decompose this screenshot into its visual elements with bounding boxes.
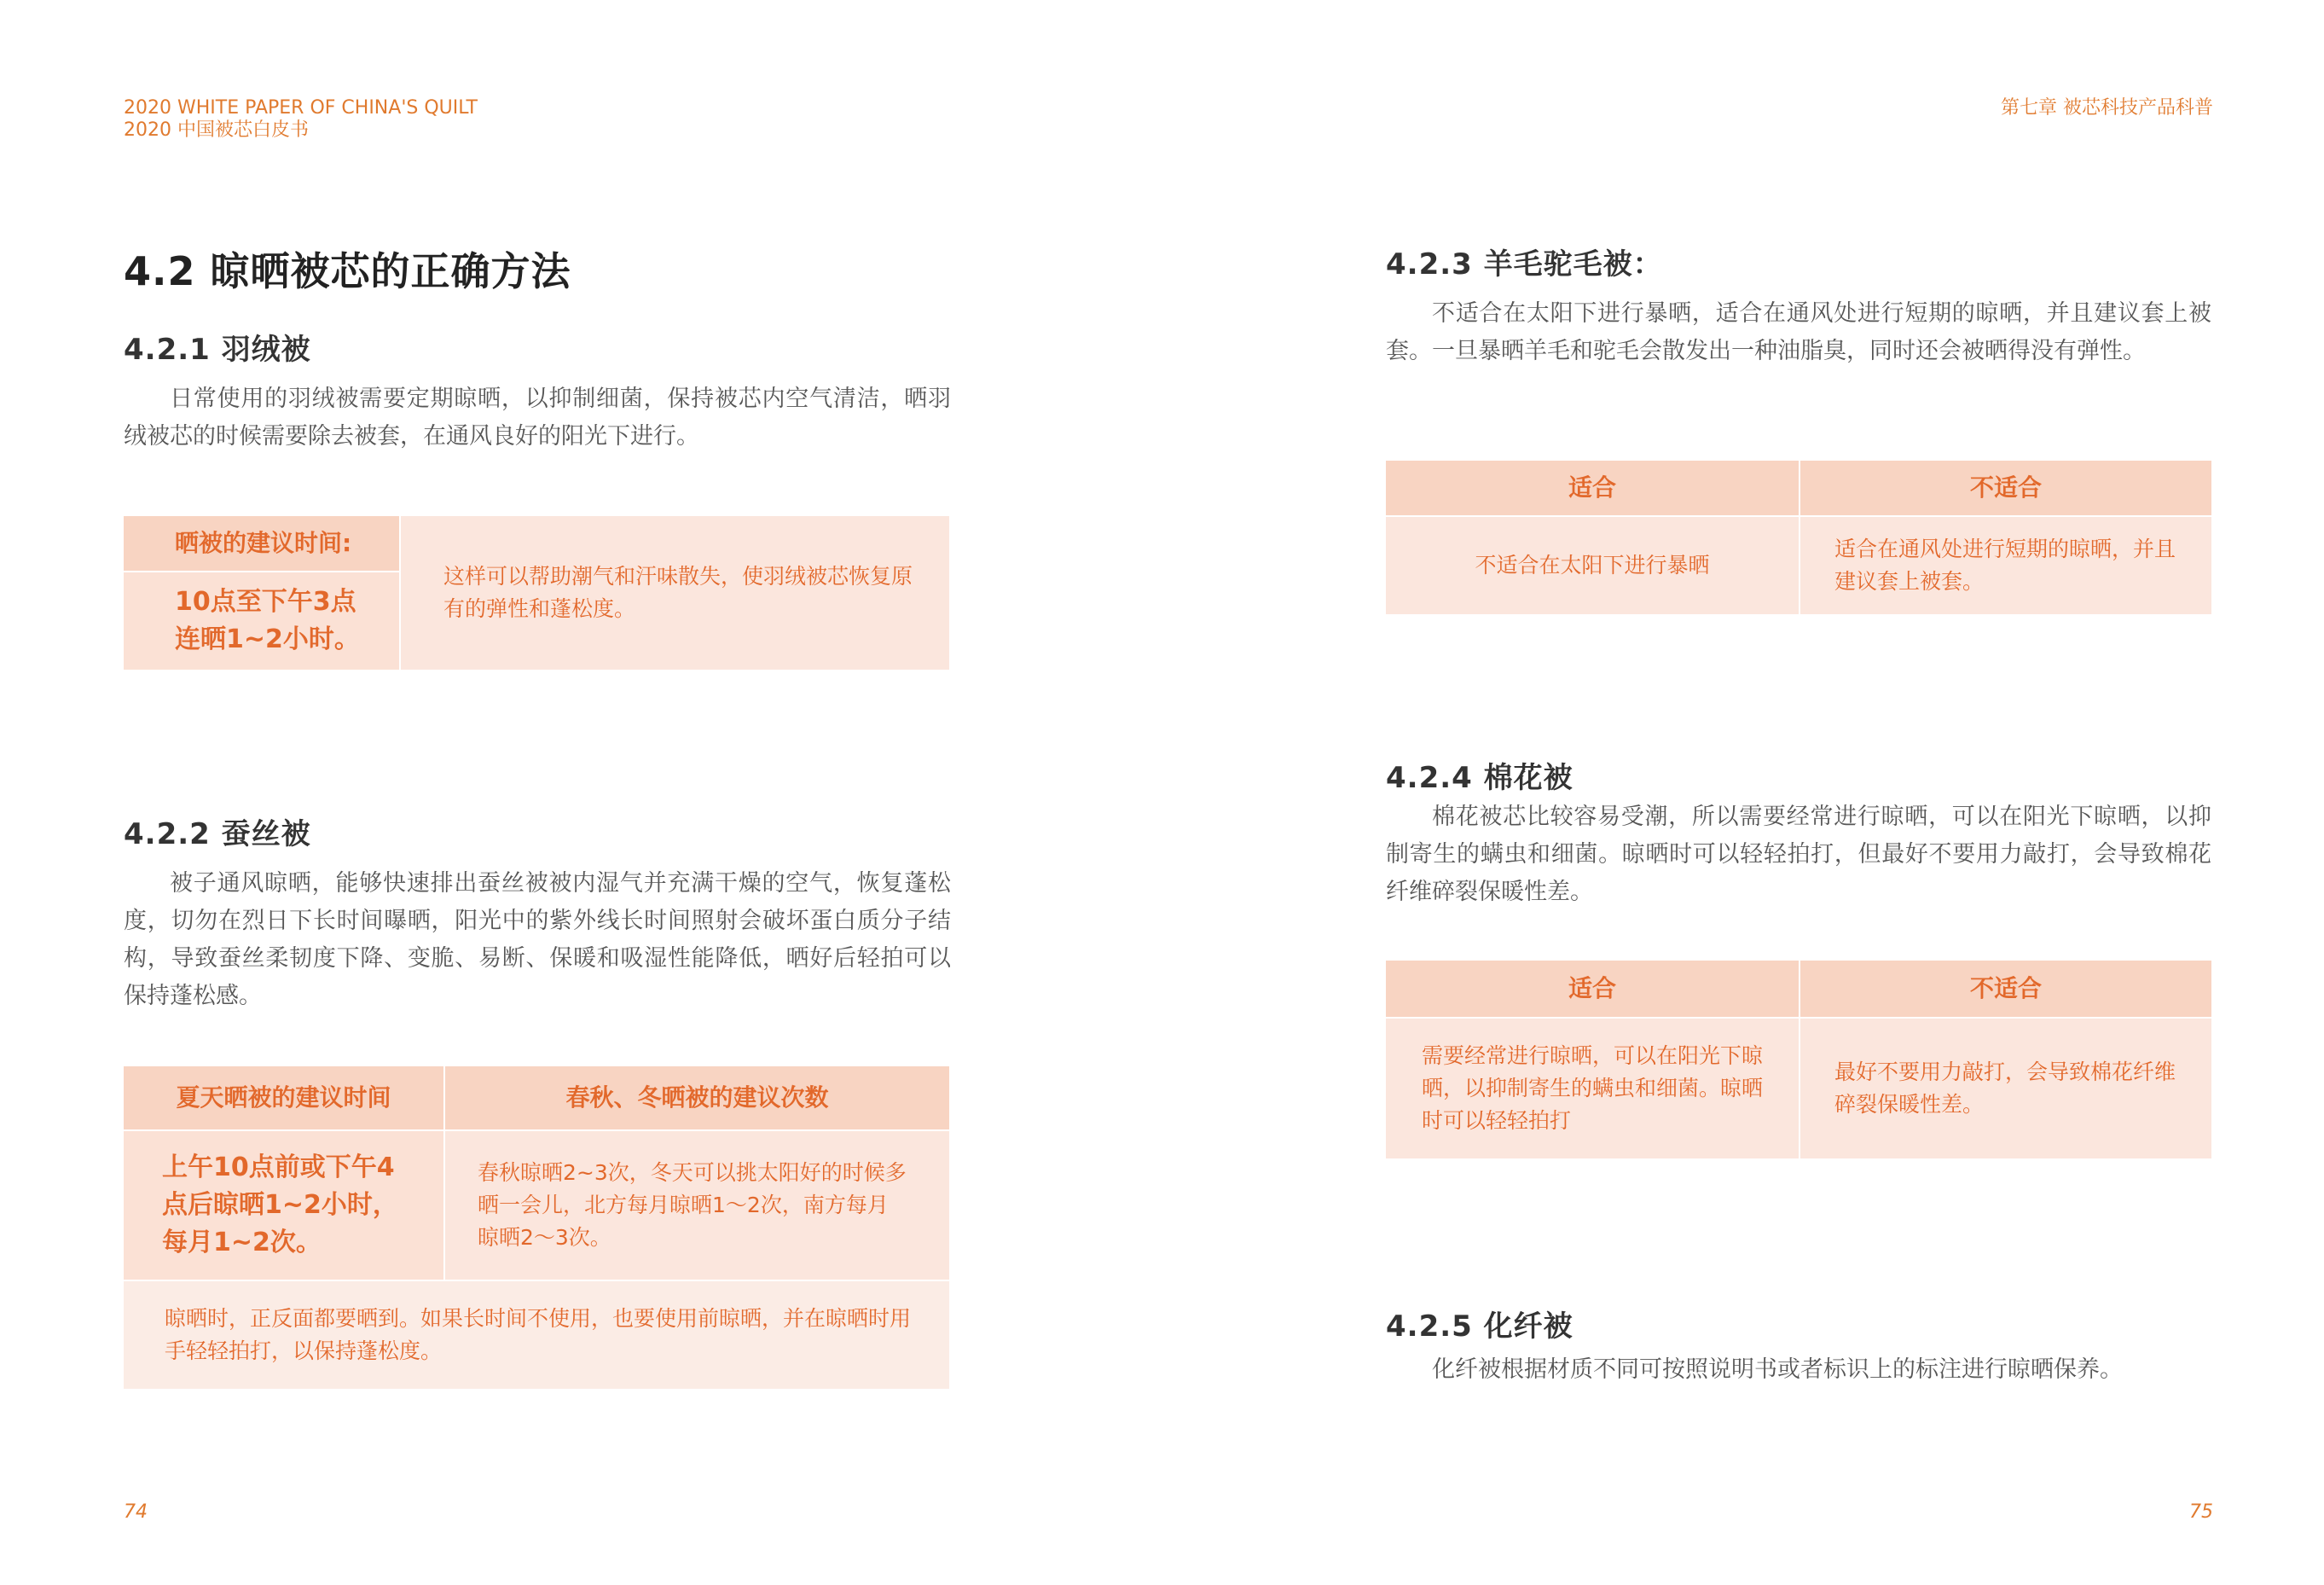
wool-unsuitable-text: 适合在通风处进行短期的晾晒，并且建议套上被套。 xyxy=(1800,516,2212,615)
heading-silk-quilt: 4.2.2 蚕丝被 xyxy=(124,817,311,851)
heading-down-quilt: 4.2.1 羽绒被 xyxy=(124,333,311,367)
down-time-line2: 连晒1~2小时。 xyxy=(175,624,360,654)
section-title: 4.2 晾晒被芯的正确方法 xyxy=(124,248,571,294)
cotton-suitable-header: 适合 xyxy=(1385,960,1800,1018)
running-header-right: 第七章 被芯科技产品科普 xyxy=(2001,97,2213,119)
paragraph-synthetic-quilt: 化纤被根据材质不同可按照说明书或者标识上的标注进行晾晒保养。 xyxy=(1432,1356,2123,1383)
cotton-suitable-text: 需要经常进行晾晒，可以在阳光下晾晒，以抑制寄生的螨虫和细菌。晾晒时可以轻轻拍打 xyxy=(1385,1018,1800,1159)
down-time-label: 晒被的建议时间: xyxy=(123,515,400,572)
running-header-left xyxy=(124,97,478,142)
cotton-unsuitable-text: 最好不要用力敲打，会导致棉花纤维碎裂保暖性差。 xyxy=(1800,1018,2212,1159)
header-chinese-title: 2020 中国被芯白皮书 xyxy=(124,119,309,141)
table-down-quilt xyxy=(122,514,951,671)
right-page xyxy=(1162,0,2324,1585)
table-cotton-quilt xyxy=(1384,959,2213,1160)
silk-note: 晾晒时，正反面都要晒到。如果长时间不使用，也要使用前晾晒，并在晾晒时用手轻轻拍打，以保持蓬松度。 xyxy=(123,1280,950,1390)
silk-summer-advice: 上午10点前或下午4点后晾晒1~2小时，每月1~2次。 xyxy=(123,1130,444,1280)
heading-synthetic-quilt: 4.2.5 化纤被 xyxy=(1386,1309,1573,1344)
down-time-line1: 10点至下午3点 xyxy=(175,587,356,617)
table-silk-quilt xyxy=(122,1065,951,1391)
table-wool-quilt xyxy=(1384,459,2213,616)
page-number-left: 74 xyxy=(124,1501,148,1523)
paragraph-cotton-quilt: 棉花被芯比较容易受潮，所以需要经常进行晾晒，可以在阳光下晾晒，以抑制寄生的螨虫和细菌。晾晒时可以轻轻拍打，但最好不要用力敲打，会导致棉花纤维碎裂保暖性差。 xyxy=(1386,804,2211,905)
down-suggested-time xyxy=(123,572,400,671)
wool-suitable-text: 不适合在太阳下进行暴晒 xyxy=(1385,516,1800,615)
down-benefit: 这样可以帮助潮气和汗味散失，使羽绒被芯恢复原有的弹性和蓬松度。 xyxy=(400,515,950,671)
wool-suitable-header: 适合 xyxy=(1385,460,1800,516)
silk-col-season-header: 春秋、冬晒被的建议次数 xyxy=(444,1065,950,1130)
paragraph-wool-quilt: 不适合在太阳下进行暴晒，适合在通风处进行短期的晾晒，并且建议套上被套。一旦暴晒羊毛和驼毛会散发出一种油脂臭，同时还会被晒得没有弹性。 xyxy=(1386,300,2211,364)
paragraph-down-quilt: 日常使用的羽绒被需要定期晾晒，以抑制细菌，保持被芯内空气清洁，晒羽绒被芯的时候需要除去被套，在通风良好的阳光下进行。 xyxy=(124,386,951,450)
wool-unsuitable-header: 不适合 xyxy=(1800,460,2212,516)
page-number-right: 75 xyxy=(2189,1501,2213,1523)
silk-season-advice: 春秋晾晒2~3次，冬天可以挑太阳好的时候多晒一会儿，北方每月晾晒1～2次，南方每月晾晒2～3次。 xyxy=(444,1130,950,1280)
cotton-unsuitable-header: 不适合 xyxy=(1800,960,2212,1018)
header-english-title: 2020 WHITE PAPER OF CHINA'S QUILT xyxy=(124,97,478,119)
heading-wool-quilt: 4.2.3 羊毛驼毛被： xyxy=(1386,247,1663,282)
silk-col-summer-header: 夏天晒被的建议时间 xyxy=(123,1065,444,1130)
heading-cotton-quilt: 4.2.4 棉花被 xyxy=(1386,761,1573,795)
paragraph-silk-quilt: 被子通风晾晒，能够快速排出蚕丝被被内湿气并充满干燥的空气，恢复蓬松度，切勿在烈日下长时间曝晒，阳光中的紫外线长时间照射会破坏蛋白质分子结构，导致蚕丝柔韧度下降、变脆、易断、保暖和吸湿性能降低，晒好后轻拍可以保持蓬松感。 xyxy=(124,870,951,1009)
